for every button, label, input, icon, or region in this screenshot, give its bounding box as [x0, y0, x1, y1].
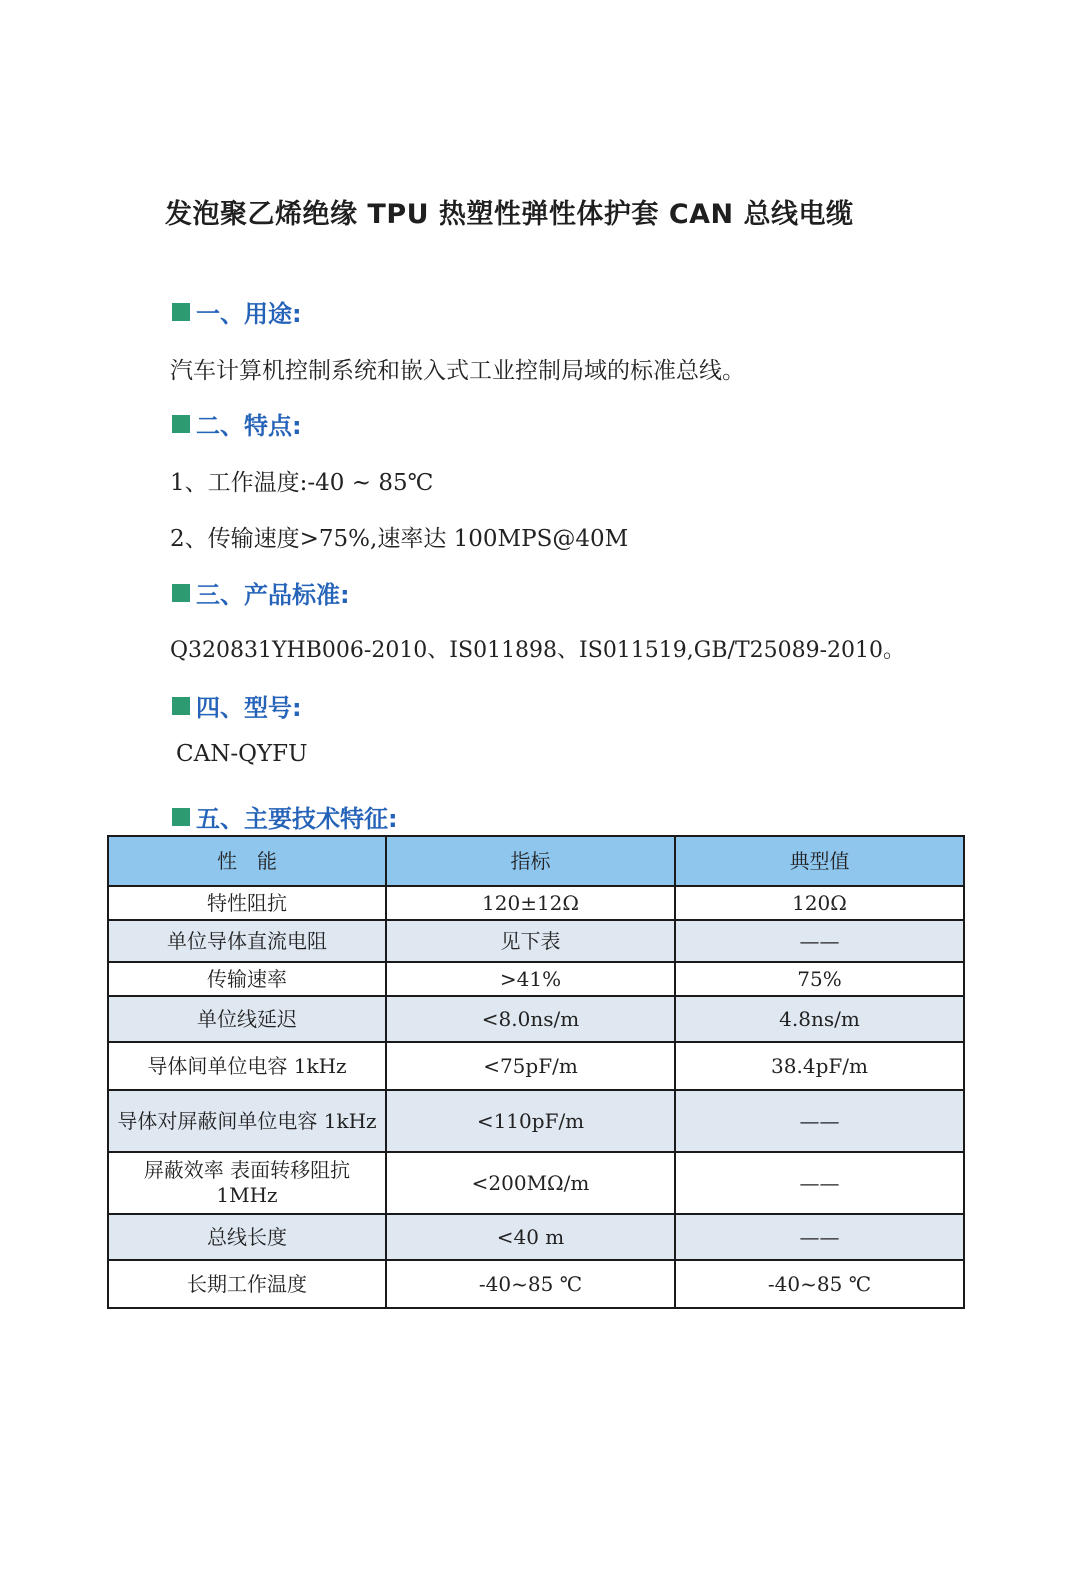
table-row	[108, 1042, 964, 1090]
section-heading-usage	[172, 294, 302, 329]
column-header-spec: 指标	[386, 836, 675, 886]
section-heading-specs-label: 五、主要技术特征:	[196, 805, 398, 833]
cell-typical: ——	[675, 920, 964, 962]
table-row	[108, 1260, 964, 1308]
cell-spec: <75pF/m	[386, 1042, 675, 1090]
bullet-square-icon	[172, 303, 190, 321]
cell-performance: 特性阻抗	[108, 886, 386, 920]
section-heading-specs	[172, 799, 398, 834]
table-header-row	[108, 836, 964, 886]
spec-table	[107, 835, 965, 1309]
cell-spec: 120±12Ω	[386, 886, 675, 920]
cell-typical: 75%	[675, 962, 964, 996]
cell-spec: <40 m	[386, 1214, 675, 1260]
feature-item: 1、工作温度:-40 ~ 85℃	[170, 470, 434, 496]
model-text: CAN-QYFU	[176, 741, 308, 767]
cell-typical: ——	[675, 1090, 964, 1152]
bullet-square-icon	[172, 808, 190, 826]
cell-performance: 传输速率	[108, 962, 386, 996]
cell-spec: <8.0ns/m	[386, 996, 675, 1042]
table-row	[108, 920, 964, 962]
cell-performance: 单位导体直流电阻	[108, 920, 386, 962]
cell-typical: ——	[675, 1214, 964, 1260]
table-row	[108, 962, 964, 996]
usage-text: 汽车计算机控制系统和嵌入式工业控制局域的标准总线。	[170, 358, 745, 384]
column-header-typical: 典型值	[675, 836, 964, 886]
cell-spec: <110pF/m	[386, 1090, 675, 1152]
section-heading-model	[172, 688, 302, 723]
table-row	[108, 1214, 964, 1260]
column-header-performance: 性 能	[108, 836, 386, 886]
bullet-square-icon	[172, 697, 190, 715]
table-row	[108, 1152, 964, 1214]
cell-spec: <200MΩ/m	[386, 1152, 675, 1214]
table-row	[108, 1090, 964, 1152]
section-heading-standards	[172, 575, 350, 610]
section-heading-standards-label: 三、产品标准:	[196, 581, 350, 609]
cell-typical: 4.8ns/m	[675, 996, 964, 1042]
cell-spec: >41%	[386, 962, 675, 996]
cell-performance: 导体对屏蔽间单位电容 1kHz	[108, 1090, 386, 1152]
cell-performance: 长期工作温度	[108, 1260, 386, 1308]
cell-performance: 屏蔽效率 表面转移阻抗 1MHz	[108, 1152, 386, 1214]
table-row	[108, 886, 964, 920]
cell-typical: -40~85 ℃	[675, 1260, 964, 1308]
cell-spec: 见下表	[386, 920, 675, 962]
section-heading-usage-label: 一、用途:	[196, 300, 302, 328]
cell-typical: 120Ω	[675, 886, 964, 920]
section-heading-features-label: 二、特点:	[196, 412, 302, 440]
section-heading-features	[172, 406, 302, 441]
bullet-square-icon	[172, 584, 190, 602]
standards-text: Q320831YHB006-2010、IS011898、IS011519,GB/T25089-2010。	[170, 638, 906, 663]
cell-performance: 导体间单位电容 1kHz	[108, 1042, 386, 1090]
cell-typical: 38.4pF/m	[675, 1042, 964, 1090]
document-title: 发泡聚乙烯绝缘 TPU 热塑性弹性体护套 CAN 总线电缆	[165, 199, 854, 230]
section-heading-model-label: 四、型号:	[196, 694, 302, 722]
feature-item: 2、传输速度>75%,速率达 100MPS@40M	[170, 526, 629, 552]
cell-spec: -40~85 ℃	[386, 1260, 675, 1308]
cell-performance: 单位线延迟	[108, 996, 386, 1042]
table-row	[108, 996, 964, 1042]
bullet-square-icon	[172, 415, 190, 433]
cell-typical: ——	[675, 1152, 964, 1214]
cell-performance: 总线长度	[108, 1214, 386, 1260]
